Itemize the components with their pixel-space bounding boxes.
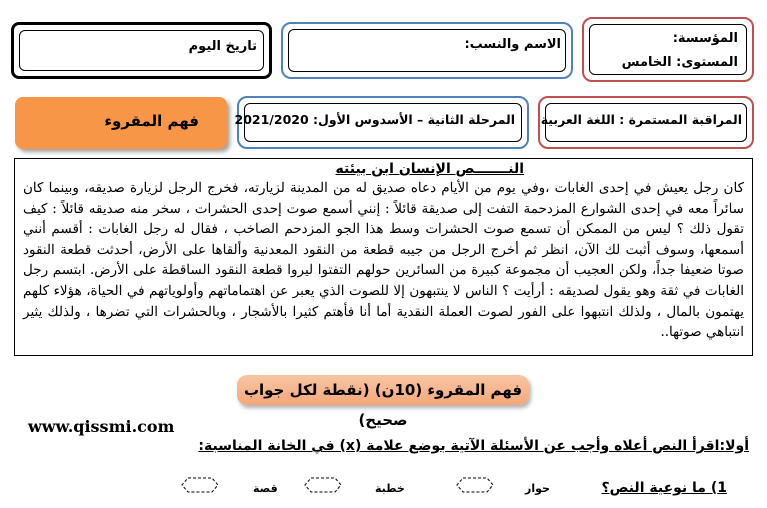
option-dialogue-checkbox[interactable]	[455, 476, 495, 494]
reading-passage	[14, 158, 753, 356]
institution-label: المؤسسة:	[672, 31, 738, 46]
question-1: 1) ما نوعية النص؟	[601, 480, 727, 496]
name-label: الاسم والنسب:	[464, 37, 561, 52]
passage-body: كان رجل يعيش في إحدى الغابات ،وفي يوم من الأيام دعاه صديق له من المدينة لزيارته، فخرج الرجل لزيارة صديقه، وبينما كان سائراً معه في إحدى الشوارع المزدحمة التفت إلى صديقة قائلاً : إنني أسمع صوت إحدى الحشرات ، سخر منه صديقه قائلاً : كيف تقول ذلك ؟ ليس من الممكن أن تسمع صوت الحشرات وسط هذا الجو المزدحم الصاخب ، فقال له رجل الغابات : أقسم أنني أسمعها، وسوف أثبت لك الآن، انظر ثم أخرج الرجل من جيبه قطعة من النقود المعدنية وألقاها على الأرض، أحدثت قطعة النقود صوتا ضعيفا جداً، ولكن العجيب أن مجموعة كبيرة من السائرين حولهم التفتوا ليروا قطعة النقود الساقطة على الأرض. ابتسم رجل الغابات في ثقة وهو يقول لصديقه : أرأيت ؟ الناس لا ينتبهون إلا للصوت الذي يعبر عن اهتماماتهم وأولوياتهم في الحياة، هؤلاء كلهم يهتمون بالمال ، ولذلك انتبهوا على الفور لصوت العملة النقدية أما أنا فأهتم كثيرا بالأشجار ، وبالحشرات التي تضرها ، ولذلك يثير انتباهي صوتها..	[23, 180, 744, 341]
passage-title: النـــــــص الإنسان ابن بيئته	[335, 161, 524, 177]
name-box	[281, 22, 573, 79]
section-title: فهم المقروء	[104, 112, 199, 130]
option-story-checkbox[interactable]	[180, 476, 220, 494]
institution-box	[582, 17, 754, 82]
option-speech-checkbox[interactable]	[303, 476, 343, 494]
period-label: المرحلة الثانية – الأسدوس الأول: 2021/2020	[234, 112, 515, 127]
comprehension-banner: فهم المقروء (10ن) (نقطة لكل جواب صحيح)	[237, 375, 529, 405]
date-label: تاريخ اليوم	[188, 39, 257, 54]
date-box	[11, 22, 272, 79]
option-speech-label: خطبة	[375, 482, 405, 495]
assessment-label: المراقبة المستمرة : اللغة العربية	[540, 112, 742, 127]
option-dialogue-label: حوار	[525, 482, 550, 495]
assessment-box	[538, 96, 754, 149]
period-box	[234, 96, 529, 149]
website-url: www.qissmi.com	[28, 417, 175, 436]
option-story-label: قصة	[253, 482, 278, 495]
level-label: المستوى: الخامس	[621, 55, 738, 70]
instruction-text: أولا:اقرأ النص أعلاه وأجب عن الأسئلة الآتية بوضع علامة (x) في الخانة المناسبة:	[198, 438, 749, 454]
section-title-box	[15, 97, 227, 149]
